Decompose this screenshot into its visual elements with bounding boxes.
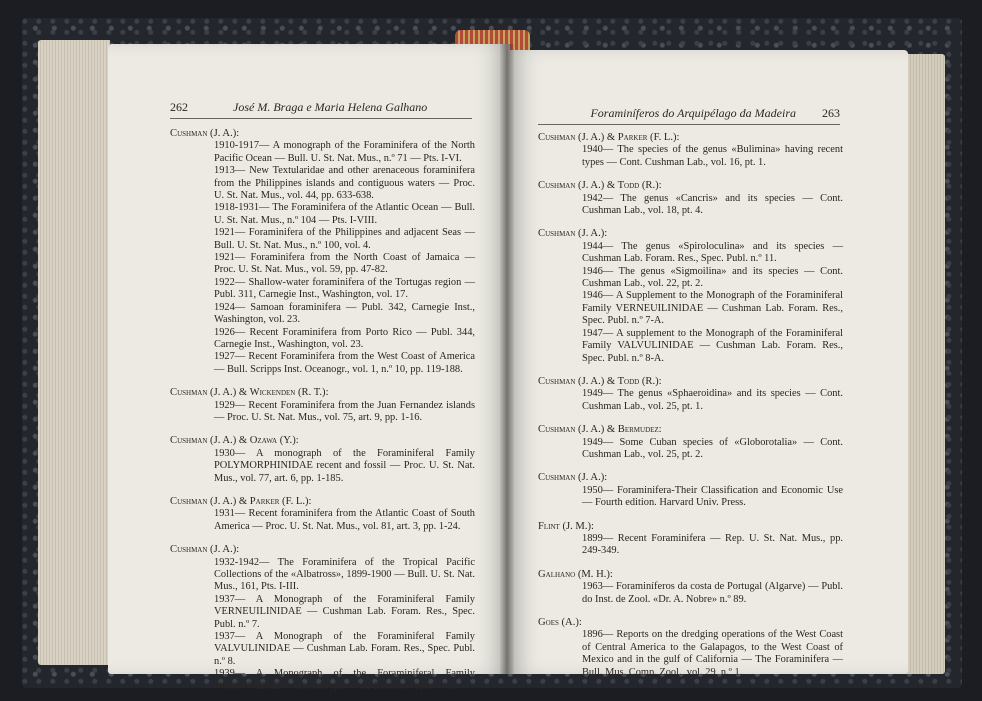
reference-text: — The species of the genus «Bulimina» having recent types — Cont. Cushman Lab., vol. 16, pt. 1. (582, 144, 843, 168)
reference-author: Cushman (J. A.) & Wickenden (R. T.): (170, 387, 329, 399)
reference-text: — A supplement to the Monograph of the Foraminiferal Family VALVULINIDAE — Cushman Lab. Foram. Res., Spec. Publ. n.º 8-A. (582, 327, 843, 364)
reference-text: — The Foraminifera of the Tropical Pacific Collections of the «Albatross», 1899-1900 — Bull. U. St. Nat. Mus., 161, Pts. I-III. (214, 556, 475, 593)
reference-text: — Foraminifera of the Philippines and adjacent Seas — Bull. U. St. Nat. Mus., n.º 100, vol. 4. (214, 227, 475, 251)
reference-year: 1899 (582, 532, 603, 544)
reference-group (538, 376, 843, 413)
reference-year: 1947 (582, 327, 603, 339)
reference-entry (538, 266, 843, 291)
reference-entry (170, 557, 475, 594)
reference-author: Galhano (M. H.): (538, 568, 613, 580)
reference-group (538, 424, 843, 461)
reference-group (538, 472, 843, 509)
reference-text: — The genus «Spiroloculina» and its species — Cushman Lab. Foram. Res., Spec. Publ. n.º 11. (582, 240, 843, 265)
reference-text: — A monograph of the Foraminifera of the North Pacific Ocean — Bull. U. St. Nat. Mus., n.º 71 — Pts. I-VI. (214, 140, 475, 164)
reference-year: 1930 (214, 447, 235, 459)
reference-text: — Recent Foraminifera from the Juan Fernandez islands — Proc. U. St. Nat. Mus., vol. 75, art. 9, pp. 1-16. (214, 399, 475, 423)
reference-text: — Recent Foraminifera — Rep. U. St. Nat. Mus., pp. 249-349. (582, 532, 843, 557)
left-page (108, 44, 510, 692)
reference-year: 1949 (582, 436, 603, 448)
reference-entry (538, 290, 843, 327)
reference-author: Cushman (J. A.) & Todd (R.): (538, 180, 662, 192)
reference-year: 1937 (214, 631, 235, 643)
reference-text: — The genus «Sphaeroidina» and its species — Cont. Cushman Lab., vol. 25, pt. 1. (582, 388, 843, 412)
reference-author: Cushman (J. A.) & Parker (F. L.): (538, 132, 680, 143)
page-number: 263 (822, 106, 840, 120)
reference-year: 1940 (582, 144, 603, 156)
reference-text: — New Textularidae and other arenaceous foraminifera from the Philippines islands and contiguous waters — Proc. U. St. Nat. Mus., vol. 44, pp. 633-638. (214, 165, 475, 202)
reference-year: 1946 (582, 265, 603, 277)
reference-entry (170, 202, 475, 227)
reference-group (170, 544, 475, 693)
reference-year: 1932-1942 (214, 556, 260, 568)
reference-text: — A monograph of the Foraminiferal Family POLYMORPHINIDAE recent and fossil — Proc. U. St. Nat. Mus., vol. 77, art. 6, pp. 1-185. (214, 447, 475, 484)
reference-year: 1921 (214, 252, 235, 264)
reference-group (170, 387, 475, 424)
running-title: Foraminíferos do Arquipélago da Madeira (590, 106, 796, 120)
reference-year: 1910-1917 (214, 140, 260, 152)
reference-entry (170, 400, 475, 425)
reference-text: — Some Cuban species of «Globorotalia» — Cont. Cushman Lab., vol. 25, pt. 2. (582, 436, 843, 460)
reference-text: — A Monograph of the Foraminiferal Family VERNEUILINIDAE — Cushman Lab. Foram. Res., Spec. Publ. n.º 7. (214, 593, 475, 630)
reference-text: — Reports on the dredging operations of the West Coast of Central America to the Galapagos, to the West Coast of Mexico and in the gulf of California — The Foraminifera — Bull. Mus. Comp. Zool., vol. 29, n.º 1. (582, 629, 843, 678)
reference-year: 1963 (582, 581, 603, 593)
reference-entry (538, 388, 843, 413)
reference-author: Cushman (J. A.): (170, 544, 240, 556)
reference-year: 1922 (214, 276, 235, 288)
reference-text: — The genus «Cancris» and its species — Cont. Cushman Lab., vol. 18, pt. 4. (582, 192, 843, 217)
reference-year: 1896 (582, 629, 603, 641)
running-title: José M. Braga e Maria Helena Galhano (233, 100, 428, 114)
reference-group (170, 496, 475, 533)
reference-text: — Recent Foraminifera from the West Coast of America — Bull. Scripps Inst. Oceanogr., vol. 1, n.º 10, pp. 119-188. (214, 351, 475, 375)
reference-entry (170, 327, 475, 352)
reference-author: Flint (J. M.): (538, 520, 594, 532)
reference-year: 1950 (582, 484, 603, 496)
reference-entry (170, 668, 475, 693)
reference-year: 1937 (214, 593, 235, 605)
reference-author: Cushman (J. A.) & Ozawa (Y.): (170, 435, 299, 447)
reference-entry (170, 165, 475, 202)
reference-text: — A Monograph of the Foraminiferal Family NONIONIDAE — U. St. Dept. of the Interior, Paper 191. (214, 668, 475, 692)
running-head (170, 100, 472, 119)
reference-group (538, 617, 843, 679)
reference-entry (538, 241, 843, 266)
reference-group (538, 521, 843, 558)
reference-author: Cushman (J. A.): (170, 128, 240, 139)
reference-year: 1944 (582, 240, 603, 252)
reference-entry (170, 351, 475, 376)
reference-text: — A Monograph of the Foraminiferal Family VALVULINIDAE — Cushman Lab. Foram. Res., Spec. Publ. n.º 8. (214, 631, 475, 667)
reference-author: Cushman (J. A.): (538, 472, 608, 484)
reference-entry (170, 277, 475, 302)
reference-year: 1929 (214, 399, 235, 411)
reference-entry (170, 631, 475, 668)
page-edges-right (905, 54, 945, 674)
reference-year: 1926 (214, 326, 235, 338)
reference-entry (170, 227, 475, 252)
reference-entry (538, 533, 843, 558)
reference-entry (538, 437, 843, 462)
reference-year: 1931 (214, 508, 235, 520)
reference-author: Cushman (J. A.): (538, 228, 608, 240)
reference-text: — A Supplement to the Monograph of the Foraminiferal Family VERNEUILINIDAE — Cushman Lab. Foram. Res., Spec. Publ. n.º 7-A. (582, 290, 843, 327)
reference-entry (538, 629, 843, 679)
bibliography-body (170, 128, 475, 693)
reference-text: — Recent foraminifera from the Atlantic Coast of South America — Proc. U. St. Nat. Mus., vol. 81, art. 3, pp. 1-24. (214, 508, 475, 532)
reference-year: 1942 (582, 192, 603, 204)
reference-entry (170, 302, 475, 327)
reference-group (170, 435, 475, 485)
reference-year: 1939 (214, 668, 235, 680)
reference-group (538, 228, 843, 364)
reference-entry (170, 448, 475, 485)
reference-text: — The genus «Sigmoilina» and its species — Cont. Cushman Lab., vol. 22, pt. 2. (582, 265, 843, 290)
page-edges-left (38, 40, 110, 665)
reference-entry (538, 328, 843, 365)
reference-text: — Samoan foraminifera — Publ. 342, Carnegie Inst., Washington, vol. 23. (214, 301, 475, 326)
reference-entry (170, 140, 475, 165)
page-number: 262 (170, 100, 188, 114)
reference-year: 1946 (582, 290, 603, 302)
running-head (538, 106, 840, 125)
reference-author: Cushman (J. A.) & Bermudez: (538, 424, 662, 436)
reference-text: — The Foraminifera of the Atlantic Ocean — Bull. U. St. Nat. Mus., n.º 104 — Pts. I-VIII. (214, 202, 475, 226)
reference-year: 1927 (214, 351, 235, 363)
reference-entry (170, 594, 475, 631)
reference-author: Cushman (J. A.) & Todd (R.): (538, 375, 662, 387)
bibliography-body (538, 132, 843, 679)
reference-group (538, 132, 843, 169)
right-page (506, 50, 908, 678)
reference-group (538, 569, 843, 606)
reference-entry (538, 581, 843, 606)
reference-entry (538, 193, 843, 218)
reference-author: Cushman (J. A.) & Parker (F. L.): (170, 495, 312, 507)
reference-year: 1949 (582, 388, 603, 400)
reference-entry (538, 144, 843, 169)
reference-year: 1921 (214, 227, 235, 239)
book-gutter (500, 44, 514, 674)
reference-group (538, 180, 843, 217)
reference-group (170, 128, 475, 376)
reference-entry (170, 252, 475, 277)
reference-year: 1913 (214, 165, 235, 177)
reference-entry (538, 485, 843, 510)
reference-year: 1924 (214, 301, 235, 313)
reference-author: Goes (A.): (538, 617, 582, 628)
reference-text: — Recent Foraminifera from Porto Rico — Publ. 344, Carnegie Inst., Washington, vol. 23. (214, 326, 475, 350)
reference-text: — Foraminifera-Their Classification and Economic Use — Fourth edition. Harvard Univ. Press. (582, 484, 843, 509)
reference-text: — Shallow-water foraminifera of the Tortugas region — Publ. 311, Carnegie Inst., Washington, vol. 17. (214, 276, 475, 301)
reference-text: — Foraminifera from the North Coast of Jamaica — Proc. U. St. Nat. Mus., vol. 59, pp. 47-82. (214, 252, 475, 276)
reference-year: 1918-1931 (214, 202, 260, 214)
reference-entry (170, 508, 475, 533)
reference-text: — Foraminíferos da costa de Portugal (Algarve) — Publ. do Inst. de Zool. «Dr. A. Nobre» n.º 89. (582, 581, 843, 605)
